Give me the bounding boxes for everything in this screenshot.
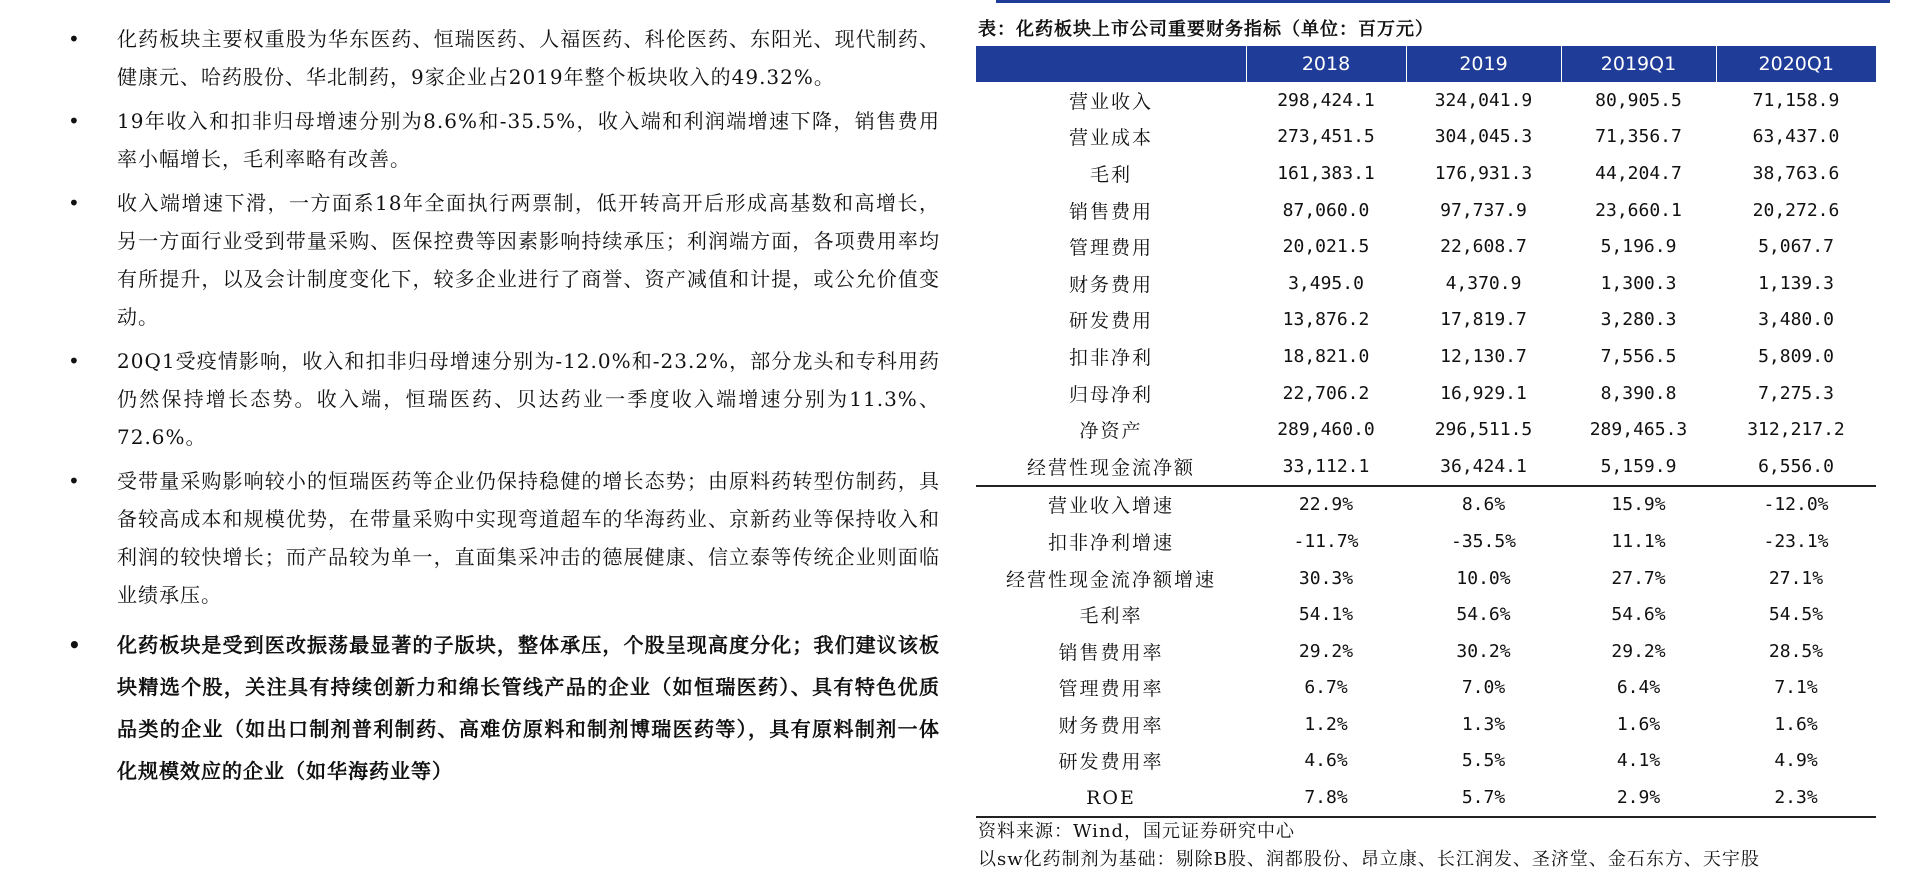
bullet-dot: • (68, 191, 81, 215)
table-cell: 54.6% (1611, 604, 1666, 626)
row-label: 营业收入增速 (976, 486, 1246, 524)
table-cell: 4.1% (1616, 750, 1661, 772)
table-cell: 13,876.2 (1282, 309, 1370, 331)
bullet-item (60, 342, 940, 456)
column-header: 2018 (1246, 46, 1406, 82)
table-row (976, 338, 1876, 375)
row-label: 毛利 (1089, 163, 1132, 186)
commentary-column (60, 20, 940, 798)
row-label: 销售费用率 (1058, 641, 1164, 664)
table-cell: 176,931.3 (1434, 162, 1533, 184)
table-cell: 54.1% (1298, 604, 1354, 626)
row-label: 扣非净利 (1068, 346, 1153, 369)
table-cell: 289,465.3 (1589, 419, 1688, 441)
bullet-dot: • (68, 349, 81, 373)
table-row (976, 411, 1876, 448)
table-cell: 4.9% (1774, 750, 1818, 772)
row-label: 研发费用率 (1058, 751, 1164, 774)
table-cell: 7.0% (1461, 677, 1506, 699)
table-cell: 289,460.0 (1277, 419, 1375, 441)
table-cell: 71,356.7 (1595, 126, 1682, 148)
column-header: 2020Q1 (1716, 46, 1876, 82)
row-label: 财务费用率 (1058, 714, 1164, 737)
table-cell: 1.3% (1461, 713, 1506, 735)
row-label: 财务费用 (1068, 273, 1153, 296)
table-cell: 6.4% (1616, 677, 1661, 699)
table-cell: 30.3% (1298, 567, 1354, 589)
table-cell: 23,660.1 (1595, 199, 1682, 221)
column-header: 2019Q1 (1561, 46, 1716, 82)
table-cell: 16,929.1 (1440, 382, 1527, 404)
table-cell: 1,139.3 (1758, 272, 1834, 294)
table-cell: 3,280.3 (1600, 309, 1677, 331)
table-cell: 38,763.6 (1752, 162, 1840, 184)
table-cell: 22,608.7 (1440, 236, 1527, 258)
table-row (976, 743, 1876, 780)
table-cell: 36,424.1 (1440, 455, 1527, 477)
table-cell: -11.7% (1293, 530, 1359, 552)
table-row (976, 448, 1876, 486)
table-cell: 5,809.0 (1758, 345, 1834, 367)
table-cell: 29.2% (1298, 640, 1354, 662)
financial-table-panel (976, 14, 1876, 874)
table-cell: 2.9% (1561, 779, 1716, 817)
table-cell: 54.6% (1456, 604, 1511, 626)
table-row (976, 670, 1876, 707)
bullet-text: 20Q1受疫情影响，收入和扣非归母增速分别为-12.0%和-23.2%，部分龙头和专科用药仍然保持增长态势。收入端，恒瑞医药、贝达药业一季度收入端增速分别为11.3%、72.6%。 (117, 349, 940, 449)
table-cell: 63,437.0 (1752, 126, 1840, 148)
bullet-text: 收入端增速下滑，一方面系18年全面执行两票制，低开转高开后形成高基数和高增长，另一方面行业受到带量采购、医保控费等因素影响持续承压；利润端方面，各项费用率均有所提升，以及会计制度变化下，较多企业进行了商誉、资产减值和计提，或公允价值变动。 (117, 191, 940, 329)
table-cell: 7,556.5 (1600, 345, 1677, 367)
table-cell: -35.5% (1450, 530, 1517, 552)
bullet-dot: • (68, 633, 82, 657)
table-row (976, 155, 1876, 192)
table-cell: -12.0% (1716, 486, 1876, 524)
table-cell: -23.1% (1763, 530, 1829, 552)
table-cell: 1.2% (1304, 713, 1348, 735)
table-cell: 17,819.7 (1440, 309, 1527, 331)
source-note: 资料来源：Wind，国元证券研究中心 (978, 820, 1296, 842)
bullet-text: 化药板块是受到医改振荡最显著的子版块，整体承压，个股呈现高度分化；我们建议该板块精选个股，关注具有持续创新力和绵长管线产品的企业（如恒瑞医药）、具有特色优质品类的企业（如出口制剂普利制药、高难仿原料和制剂博瑞医药等），具有原料制剂一体化规模效应的企业（如华海药业等） (117, 633, 940, 783)
table-cell: 324,041.9 (1434, 89, 1533, 111)
table-cell: 312,217.2 (1747, 419, 1845, 441)
bullet-dot: • (68, 109, 81, 133)
row-label: 归母净利 (1068, 383, 1153, 406)
row-label: 营业收入 (1068, 90, 1153, 113)
row-label: 管理费用率 (1058, 678, 1164, 701)
table-cell: 3,480.0 (1758, 309, 1834, 331)
table-cell: 5,067.7 (1758, 236, 1834, 258)
table-cell: 4,370.9 (1445, 272, 1522, 294)
table-cell: 28.5% (1768, 640, 1824, 662)
table-cell: 7.8% (1246, 779, 1406, 817)
conclusion-bullet (60, 624, 940, 792)
table-cell: 30.2% (1456, 640, 1511, 662)
table-cell: 29.2% (1611, 640, 1666, 662)
row-label: 经营性现金流净额 (1026, 456, 1195, 479)
table-cell: 27.7% (1611, 567, 1666, 589)
table-cell: 5,196.9 (1600, 236, 1677, 258)
table-row (976, 302, 1876, 339)
table-cell: 15.9% (1561, 486, 1716, 524)
table-cell: 80,905.5 (1595, 89, 1682, 111)
table-row (976, 265, 1876, 302)
bullet-text: 化药板块主要权重股为华东医药、恒瑞医药、人福医药、科伦医药、东阳光、现代制药、健康元、哈药股份、华北制药，9家企业占2019年整个板块收入的49.32%。 (117, 27, 940, 89)
table-row (976, 779, 1876, 817)
table-cell: 161,383.1 (1277, 162, 1375, 184)
footnote: 以sw化药制剂为基础：剔除B股、润都股份、昂立康、长江润发、圣济堂、金石东方、天宇股 (978, 848, 1760, 870)
table-cell: 54.5% (1768, 604, 1824, 626)
table-cell: 97,737.9 (1440, 199, 1527, 221)
table-row (976, 486, 1876, 524)
table-cell: 298,424.1 (1277, 89, 1375, 111)
bullet-dot: • (68, 27, 81, 51)
table-cell: 71,158.9 (1752, 89, 1840, 111)
table-cell: 8,390.8 (1600, 382, 1677, 404)
table-row (976, 192, 1876, 229)
table-cell: 27.1% (1768, 567, 1824, 589)
row-label: 净资产 (1079, 420, 1143, 443)
table-cell: 6,556.0 (1758, 455, 1834, 477)
table-body (976, 82, 1876, 817)
row-label: 销售费用 (1068, 200, 1153, 223)
table-row (976, 228, 1876, 265)
table-cell: 87,060.0 (1282, 199, 1370, 221)
table-cell: 5,159.9 (1600, 455, 1677, 477)
table-header-row (976, 46, 1876, 82)
row-label: 经营性现金流净额增速 (1005, 568, 1216, 591)
table-row (976, 375, 1876, 412)
table-cell: 10.0% (1456, 567, 1511, 589)
table-cell: 4.6% (1304, 750, 1348, 772)
table-cell: 304,045.3 (1434, 126, 1533, 148)
column-header: 2019 (1406, 46, 1561, 82)
table-row (976, 119, 1876, 156)
table-row (976, 560, 1876, 597)
bullet-text: 受带量采购影响较小的恒瑞医药等企业仍保持稳健的增长态势；由原料药转型仿制药，具备较高成本和规模优势，在带量采购中实现弯道超车的华海药业、京新药业等保持收入和利润的较快增长；而产品较为单一，直面集采冲击的德展健康、信立泰等传统企业则面临业绩承压。 (117, 469, 940, 607)
table-cell: 7,275.3 (1758, 382, 1834, 404)
bullet-dot: • (68, 469, 81, 493)
table-cell: 296,511.5 (1434, 419, 1533, 441)
table-cell: 2.3% (1716, 779, 1876, 817)
row-label: 扣非净利增速 (1047, 531, 1174, 554)
table-cell: 12,130.7 (1440, 345, 1527, 367)
table-row (976, 82, 1876, 119)
top-accent-rule (996, 0, 1890, 3)
table-cell: 33,112.1 (1282, 455, 1370, 477)
financial-indicators-table (976, 46, 1876, 818)
row-label: 研发费用 (1068, 310, 1153, 333)
row-label: 管理费用 (1068, 237, 1153, 260)
table-cell: 1.6% (1616, 713, 1661, 735)
table-cell: 6.7% (1304, 677, 1348, 699)
table-cell: 11.1% (1611, 530, 1666, 552)
table-cell: 18,821.0 (1282, 345, 1370, 367)
bullet-item (60, 462, 940, 614)
table-row (976, 523, 1876, 560)
table-cell: 20,272.6 (1752, 199, 1840, 221)
table-row (976, 706, 1876, 743)
table-cell: 20,021.5 (1282, 236, 1370, 258)
table-cell: 1,300.3 (1600, 272, 1677, 294)
bullet-item (60, 184, 940, 336)
table-cell: 44,204.7 (1595, 162, 1682, 184)
table-cell: 5.7% (1406, 779, 1561, 817)
table-cell: 8.6% (1406, 486, 1561, 524)
bullet-text: 19年收入和扣非归母增速分别为8.6%和-35.5%，收入端和利润端增速下降，销售费用率小幅增长，毛利率略有改善。 (117, 109, 940, 171)
table-cell: 1.6% (1774, 713, 1818, 735)
table-row (976, 596, 1876, 633)
bullet-item (60, 102, 940, 178)
table-cell: 3,495.0 (1288, 272, 1364, 294)
table-cell: 273,451.5 (1277, 126, 1375, 148)
row-label: 营业成本 (1068, 127, 1153, 150)
table-cell: 22,706.2 (1282, 382, 1370, 404)
table-title: 表：化药板块上市公司重要财务指标（单位：百万元） (978, 19, 1434, 40)
column-header (976, 46, 1246, 82)
row-label: ROE (976, 779, 1246, 817)
bullet-item (60, 20, 940, 96)
table-cell: 22.9% (1246, 486, 1406, 524)
table-row (976, 633, 1876, 670)
table-cell: 5.5% (1461, 750, 1506, 772)
row-label: 毛利率 (1079, 605, 1143, 628)
table-cell: 7.1% (1774, 677, 1818, 699)
